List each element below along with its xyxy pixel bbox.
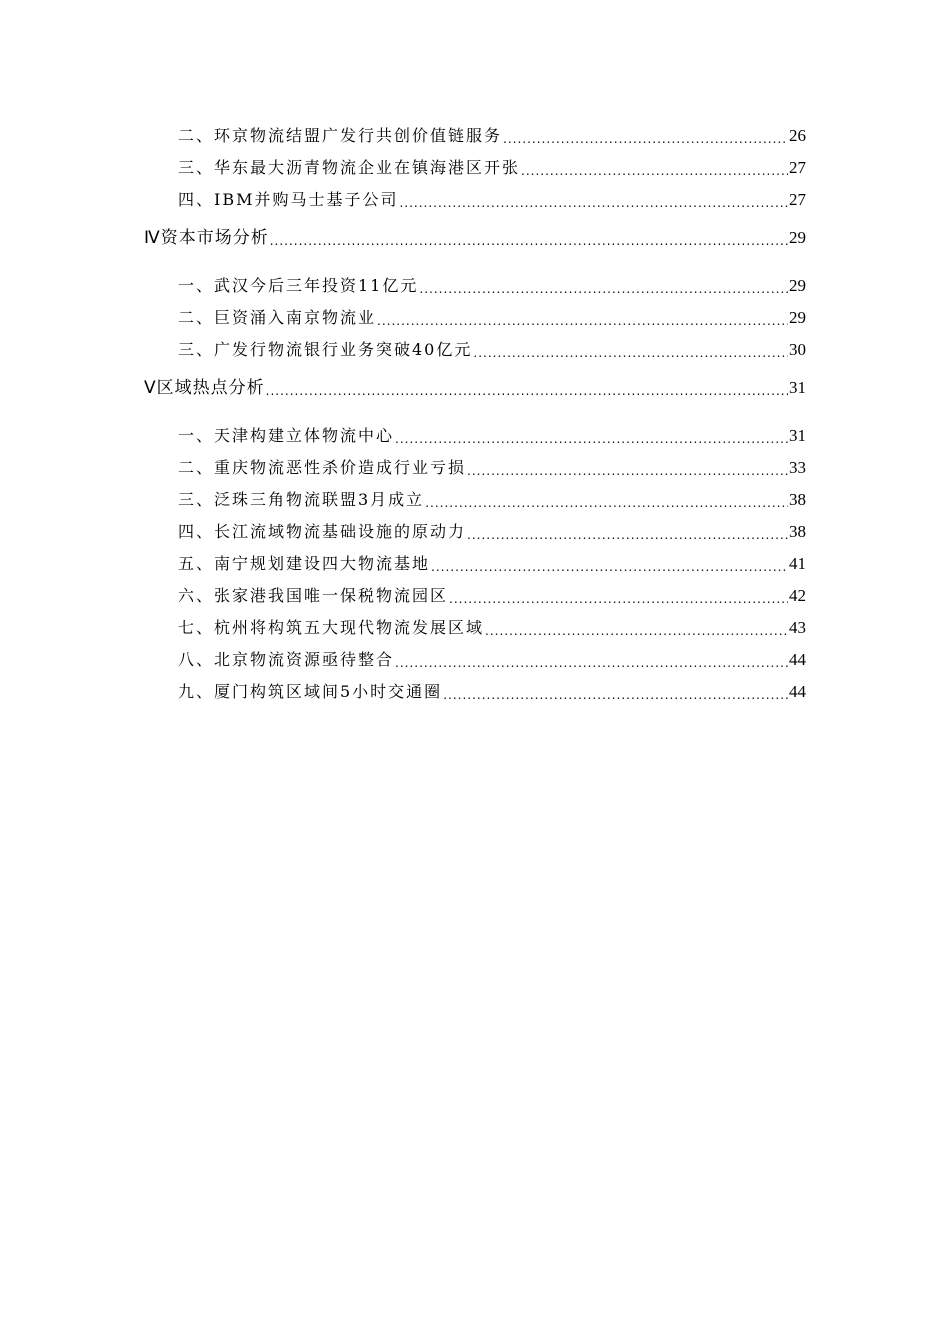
toc-entry-page: 43 [789, 618, 806, 637]
toc-entry-page: 38 [789, 490, 806, 509]
toc-leader-dots [425, 497, 788, 509]
toc-entry-page: 27 [789, 158, 806, 177]
toc-leader-dots [485, 625, 788, 637]
toc-entry-title: 二、巨资涌入南京物流业 [178, 308, 377, 327]
table-of-contents [0, 118, 950, 706]
toc-leader-dots [467, 465, 788, 477]
toc-section-page: 29 [789, 228, 806, 247]
toc-section-entry[interactable] [144, 364, 806, 412]
toc-entry[interactable] [178, 412, 806, 450]
toc-leader-dots [419, 283, 788, 295]
toc-entry-page: 27 [789, 190, 806, 209]
toc-leader-dots [399, 197, 788, 209]
toc-leader-dots [503, 133, 788, 145]
toc-entry[interactable] [178, 450, 806, 482]
toc-entry-title: 五、南宁规划建设四大物流基地 [178, 554, 431, 573]
toc-entry-title: 四、长江流域物流基础设施的原动力 [178, 522, 467, 541]
toc-entry[interactable] [178, 578, 806, 610]
toc-leader-dots [395, 433, 788, 445]
toc-leader-dots [473, 347, 788, 359]
toc-entry-page: 29 [789, 276, 806, 295]
toc-entry-title: 三、泛珠三角物流联盟3月成立 [178, 490, 425, 509]
toc-entry[interactable] [178, 610, 806, 642]
toc-entry-page: 29 [789, 308, 806, 327]
toc-leader-dots [521, 165, 788, 177]
toc-entry-title: 四、IBM并购马士基子公司 [178, 190, 399, 209]
toc-leader-dots [431, 561, 788, 573]
toc-entry-title: 八、北京物流资源亟待整合 [178, 650, 395, 669]
toc-entry-title: 三、华东最大沥青物流企业在镇海港区开张 [178, 158, 521, 177]
toc-section-page: 31 [789, 378, 806, 397]
toc-section-title: Ⅴ区域热点分析 [144, 378, 265, 398]
toc-leader-dots [395, 657, 788, 669]
toc-entry[interactable] [178, 150, 806, 182]
toc-leader-dots [270, 235, 788, 247]
toc-entry[interactable] [178, 642, 806, 674]
toc-leader-dots [467, 529, 788, 541]
toc-leader-dots [266, 385, 788, 397]
toc-entry-page: 33 [789, 458, 806, 477]
toc-entry[interactable] [178, 182, 806, 214]
toc-entry-page: 42 [789, 586, 806, 605]
toc-leader-dots [449, 593, 788, 605]
toc-entry-title: 一、武汉今后三年投资11亿元 [178, 276, 419, 295]
toc-entry-page: 44 [789, 682, 806, 701]
toc-entry-page: 44 [789, 650, 806, 669]
toc-leader-dots [443, 689, 788, 701]
toc-entry-title: 六、张家港我国唯一保税物流园区 [178, 586, 449, 605]
toc-leader-dots [377, 315, 788, 327]
toc-entry-title: 一、天津构建立体物流中心 [178, 426, 395, 445]
toc-entry[interactable] [178, 514, 806, 546]
toc-entry-page: 26 [789, 126, 806, 145]
toc-entry[interactable] [178, 262, 806, 300]
toc-entry[interactable] [178, 546, 806, 578]
toc-entry-page: 31 [789, 426, 806, 445]
toc-entry-title: 七、杭州将构筑五大现代物流发展区域 [178, 618, 485, 637]
toc-entry-title: 三、广发行物流银行业务突破40亿元 [178, 340, 473, 359]
toc-section-entry[interactable] [144, 214, 806, 262]
toc-entry-title: 二、重庆物流恶性杀价造成行业亏损 [178, 458, 467, 477]
toc-entry[interactable] [178, 482, 806, 514]
toc-entry[interactable] [178, 118, 806, 150]
toc-entry[interactable] [178, 300, 806, 332]
toc-entry-title: 九、厦门构筑区域间5小时交通圈 [178, 682, 443, 701]
toc-entry-title: 二、环京物流结盟广发行共创价值链服务 [178, 126, 503, 145]
toc-entry[interactable] [178, 332, 806, 364]
toc-entry[interactable] [178, 674, 806, 706]
toc-entry-page: 30 [789, 340, 806, 359]
toc-section-title: Ⅳ资本市场分析 [144, 228, 269, 248]
toc-entry-page: 38 [789, 522, 806, 541]
toc-entry-page: 41 [789, 554, 806, 573]
